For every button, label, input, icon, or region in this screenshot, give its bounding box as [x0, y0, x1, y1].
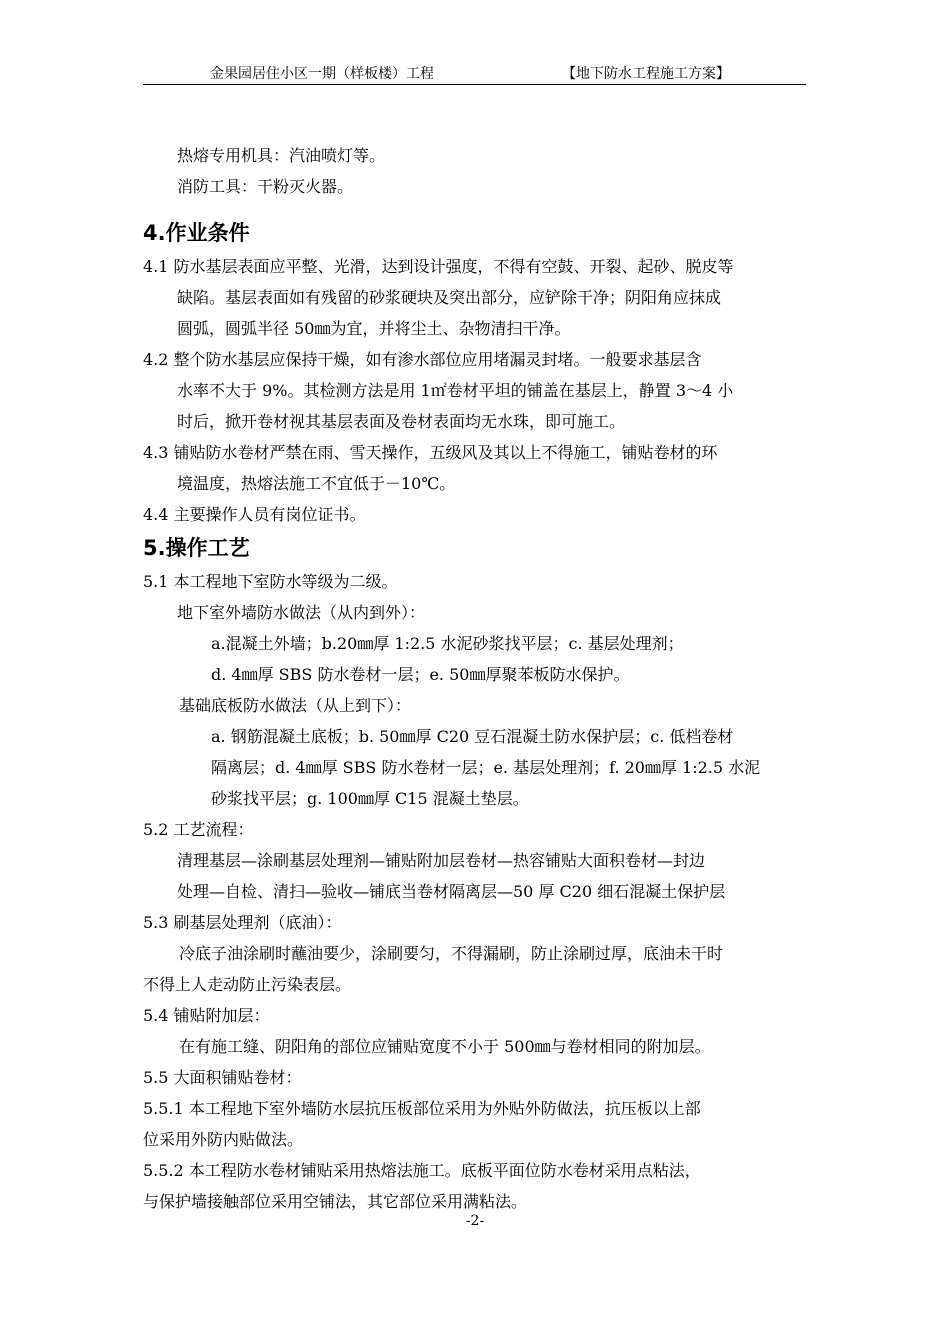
paragraph-line: 5.5.2 本工程防水卷材铺贴采用热熔法施工。底板平面位防水卷材采用点粘法， — [143, 1161, 701, 1180]
paragraph-line: a.混凝土外墙；b.20㎜厚 1:2.5 水泥砂浆找平层；c. 基层处理剂； — [211, 634, 684, 653]
paragraph-line: 冷底子油涂刷时蘸油要少，涂刷要匀，不得漏刷，防止涂刷过厚，底油未干时 — [179, 944, 724, 963]
paragraph-line: 清理基层—涂刷基层处理剂—铺贴附加层卷材—热容铺贴大面积卷材—封边 — [177, 851, 706, 870]
paragraph-line: 在有施工缝、阴阳角的部位应铺贴宽度不小于 500㎜与卷材相同的附加层。 — [179, 1037, 711, 1056]
paragraph-line: 砂浆找平层；g. 100㎜厚 C15 混凝土垫层。 — [211, 789, 529, 808]
document-body — [143, 140, 808, 1217]
paragraph-line: 4.1 防水基层表面应平整、光滑，达到设计强度，不得有空鼓、开裂、起砂、脱皮等 — [143, 257, 734, 276]
tools-fire: 消防工具：干粉灭火器。 — [177, 177, 354, 196]
paragraph-line: a. 钢筋混凝土底板；b. 50㎜厚 C20 豆石混凝土防水保护层；c. 低档卷材 — [211, 727, 734, 746]
paragraph-line: 5.3 刷基层处理剂（底油）： — [143, 913, 342, 932]
paragraph-line: 4.3 铺贴防水卷材严禁在雨、雪天操作，五级风及其以上不得施工，铺贴卷材的环 — [143, 443, 718, 462]
paragraph-line: 4.4 主要操作人员有岗位证书。 — [143, 505, 366, 524]
header-project-title: 金果园居住小区一期（样板楼）工程 — [210, 66, 434, 82]
header-document-title: 【地下防水工程施工方案】 — [562, 66, 730, 82]
header-rule — [143, 84, 806, 85]
paragraph-line: 处理—自检、清扫—验收—铺底当卷材隔离层—50 厚 C20 细石混凝土保护层 — [177, 882, 726, 901]
paragraph-line: 隔离层；d. 4㎜厚 SBS 防水卷材一层；e. 基层处理剂；f. 20㎜厚 1:2.5 水泥 — [211, 758, 761, 777]
paragraph-line: 境温度，热熔法施工不宜低于－10℃。 — [177, 474, 456, 493]
section-heading-5: 5.操作工艺 — [143, 536, 250, 560]
paragraph-line: 5.2 工艺流程： — [143, 820, 254, 839]
paragraph-line: 不得上人走动防止污染表层。 — [143, 975, 352, 994]
paragraph-line: 4.2 整个防水基层应保持干燥，如有渗水部位应用堵漏灵封堵。一般要求基层含 — [143, 350, 702, 369]
tools-welding: 热熔专用机具：汽油喷灯等。 — [177, 146, 386, 165]
section-heading-4: 4.作业条件 — [143, 221, 250, 245]
paragraph-line: 5.5 大面积铺贴卷材： — [143, 1068, 302, 1087]
paragraph-line: 水率不大于 9%。其检测方法是用 1㎡卷材平坦的铺盖在基层上，静置 3～4 小 — [177, 381, 734, 400]
paragraph-line: 5.5.1 本工程地下室外墙防水层抗压板部位采用为外贴外防做法，抗压板以上部 — [143, 1099, 701, 1118]
paragraph-line: 时后，掀开卷材视其基层表面及卷材表面均无水珠，即可施工。 — [177, 412, 626, 431]
paragraph-line: 与保护墙接触部位采用空铺法，其它部位采用满粘法。 — [143, 1192, 528, 1211]
paragraph-line: 基础底板防水做法（从上到下）： — [179, 696, 412, 715]
paragraph-line: 5.4 铺贴附加层： — [143, 1006, 270, 1025]
paragraph-line: 地下室外墙防水做法（从内到外）： — [177, 603, 426, 622]
paragraph-line: 位采用外防内贴做法。 — [143, 1130, 304, 1149]
paragraph-line: 缺陷。基层表面如有残留的砂浆硬块及突出部分，应铲除干净；阴阳角应抹成 — [177, 288, 722, 307]
page-number: -2- — [465, 1213, 485, 1229]
paragraph-line: d. 4㎜厚 SBS 防水卷材一层；e. 50㎜厚聚苯板防水保护。 — [211, 665, 630, 684]
paragraph-line: 圆弧，圆弧半径 50㎜为宜，并将尘土、杂物清扫干净。 — [177, 319, 571, 338]
paragraph-line: 5.1 本工程地下室防水等级为二级。 — [143, 572, 398, 591]
